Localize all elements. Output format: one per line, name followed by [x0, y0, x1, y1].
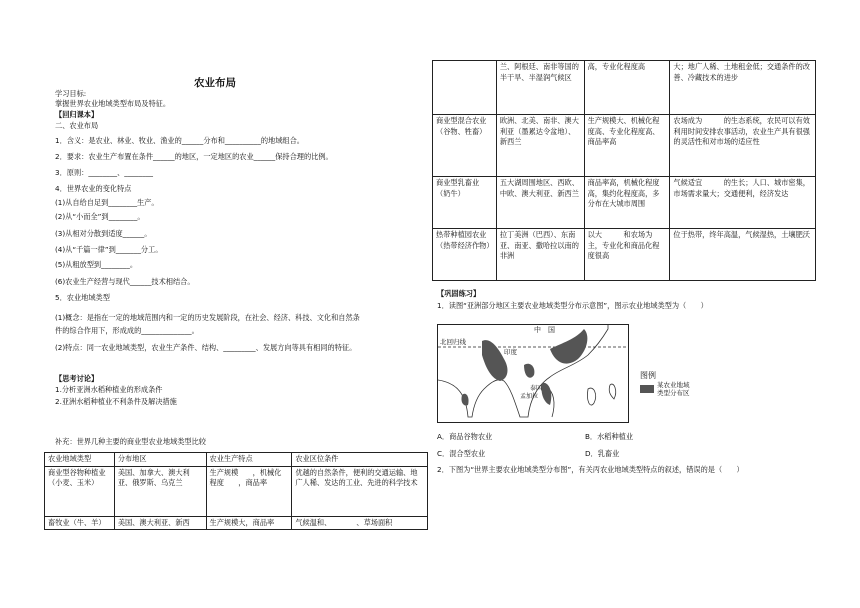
table-cell: 五大湖周围地区、西欧、中欧、澳大利亚、新西兰: [496, 177, 584, 229]
worksheet-line: 2．要求：农业生产布置在条件______的地区，一定地区的农业______保持合理的比例。: [55, 152, 333, 161]
q1-option-d: D．乳畜业: [585, 449, 620, 458]
table-header-cell: 农业地域类型: [45, 453, 115, 467]
table-row: [433, 229, 816, 281]
table-cell: 畜牧业（牛、羊）: [45, 516, 115, 530]
table-header-cell: 农业区位条件: [292, 453, 428, 467]
worksheet-line: (1)从自给自足到________生产。: [55, 198, 159, 207]
worksheet-line: (6)农业生产经营与现代______技术相结合。: [55, 277, 195, 286]
worksheet-line: (5)从粗放型到________。: [55, 260, 138, 269]
practice-heading: 【巩固练习】: [437, 289, 481, 298]
table-header-cell: 农业生产特点: [206, 453, 292, 467]
island: [587, 388, 595, 405]
worksheet-line: 【思考讨论】: [55, 374, 99, 383]
worksheet-line: (3)从相对分散到适度______。: [55, 229, 152, 238]
worksheet-line: 4．世界农业的变化特点: [55, 184, 132, 193]
table-cell: 商业型谷物种植业（小麦、玉米）: [45, 466, 115, 516]
table-cell: 兰、阿根廷、南非等国的半干旱、半湿润气候区: [496, 61, 584, 115]
table-header-row: [45, 453, 428, 467]
table-header-cell: 分布地区: [114, 453, 206, 467]
table-cell: 生产规模 ，机械化程度 ，商品率: [206, 466, 292, 516]
table-cell: 气候温和、 、草场面积: [292, 516, 428, 530]
worksheet-line: (2)从“小而全”到________。: [55, 212, 145, 221]
legend-swatch: [640, 385, 654, 393]
table-cell: 大；地广人稀、土地租金低；交通条件的改善、冷藏技术的进步: [670, 61, 816, 115]
table-cell: 气候适宜 的生长；人口、城市密集，市场需求量大；交通便利，经济发达: [670, 177, 816, 229]
q1-option-b: B．水稻种植业: [585, 432, 634, 441]
map-graphic: [438, 325, 628, 422]
left-comparison-table: [44, 452, 428, 530]
worksheet-line: 2.亚洲水稻种植业不利条件及解决措施: [55, 397, 177, 406]
table-cell: 生产规模大，商品率: [206, 516, 292, 530]
map-label-china: 中 国: [534, 326, 555, 334]
worksheet-line: 3．原则：________、________: [55, 168, 154, 177]
legend-text-2: 类型分布区: [657, 389, 690, 397]
table-cell: 欧洲、北美、南非、澳大利亚（墨累达令盆地）、新西兰: [496, 115, 584, 177]
table-cell: 商业型乳畜业（奶牛）: [433, 177, 497, 229]
question-1: 1．读图“亚洲部分地区主要农业地域类型分布示意图”，图示农业地域类型为（ ）: [437, 301, 708, 310]
shaded-region: [524, 364, 534, 378]
asia-map: [437, 324, 629, 423]
table-cell: 商品率高，机械化程度高，集约化程度高，多分布在大城市周围: [584, 177, 670, 229]
worksheet-line: 1.分析亚洲水稻种植业的形成条件: [55, 385, 163, 394]
legend-title: 图例: [640, 371, 656, 380]
legend-text-1: 某农业地域: [657, 381, 690, 389]
supplement-heading: 补充：世界几种主要的商业型农业地域类型比较: [55, 437, 206, 446]
map-label-bangladesh: 孟加拉: [520, 393, 539, 400]
right-comparison-table: [432, 60, 816, 281]
worksheet-line: 1．含义：是农业、林业、牧业、渔业的______分布和__________的地域组合。: [55, 136, 304, 145]
map-label-thailand: 泰国: [530, 385, 543, 392]
table-cell: 拉丁美洲（巴西）、东南亚、南亚、撒哈拉以南的非洲: [496, 229, 584, 281]
q1-option-a: A．商品谷物农业: [437, 432, 493, 441]
table-row: [433, 61, 816, 115]
worksheet-line: (4)从“千篇一律”到_______分工。: [55, 245, 163, 254]
table-cell: 高，专业化程度高: [584, 61, 670, 115]
q1-option-c: C．混合型农业: [437, 449, 486, 458]
map-label-india: 印度: [504, 348, 517, 356]
map-label-tropic: 北回归线: [440, 338, 466, 346]
worksheet-line: 件的综合作用下，形成成的______________。: [55, 326, 199, 335]
table-row: [45, 516, 428, 530]
island: [609, 384, 615, 399]
table-cell: 农场成为 的生态系统，农民可以有效利用时间安排农事活动，农业生产具有很强的灵活性和对市场的适应性: [670, 115, 816, 177]
table-cell: 以大 和农场为主，专业化和商品化程度很高: [584, 229, 670, 281]
table-cell: 生产规模大、机械化程度高、专业化程度高、商品率高: [584, 115, 670, 177]
worksheet-line: 二、农业布局: [55, 121, 99, 130]
table-cell: [433, 61, 497, 115]
page-title: 农业布局: [194, 77, 236, 89]
worksheet-line: (1)概念：是指在一定的地域范围内和一定的历史发展阶段，在社会、经济、科技、文化和自然条: [55, 313, 360, 322]
table-cell: 位于热带，终年高温，气候湿热，土壤肥沃: [670, 229, 816, 281]
table-cell: 热带种植园农业（热带经济作物）: [433, 229, 497, 281]
table-row: [45, 466, 428, 516]
table-row: [433, 115, 816, 177]
shaded-region: [541, 383, 551, 405]
worksheet-line: 5．农业地域类型: [55, 293, 110, 302]
question-2: 2．下图为“世界主要农业地域类型分布图”，有关丙农业地域类型特点的叙述，错误的是（ ）: [437, 465, 744, 474]
worksheet-line: 掌握世界农业地域类型布局及特征。: [55, 99, 171, 108]
worksheet-line: (2)特点：同一农业地域类型，农业生产条件、结构、_________、发展方向等具有相同的特征。: [55, 343, 357, 352]
table-cell: 美国、澳大利亚、新西: [114, 516, 206, 530]
table-cell: 优越的自然条件，便利的交通运输、地广人稀、发达的工业、先进的科学技术: [292, 466, 428, 516]
table-row: [433, 177, 816, 229]
shaded-region: [461, 394, 468, 406]
shaded-region: [550, 329, 587, 364]
worksheet-line: 学习目标:: [55, 89, 87, 98]
table-cell: 美国、加拿大、澳大利亚、俄罗斯、乌克兰: [114, 466, 206, 516]
table-cell: 商业型混合农业（谷物、牲畜）: [433, 115, 497, 177]
worksheet-line: 【回归课本】: [55, 110, 99, 119]
